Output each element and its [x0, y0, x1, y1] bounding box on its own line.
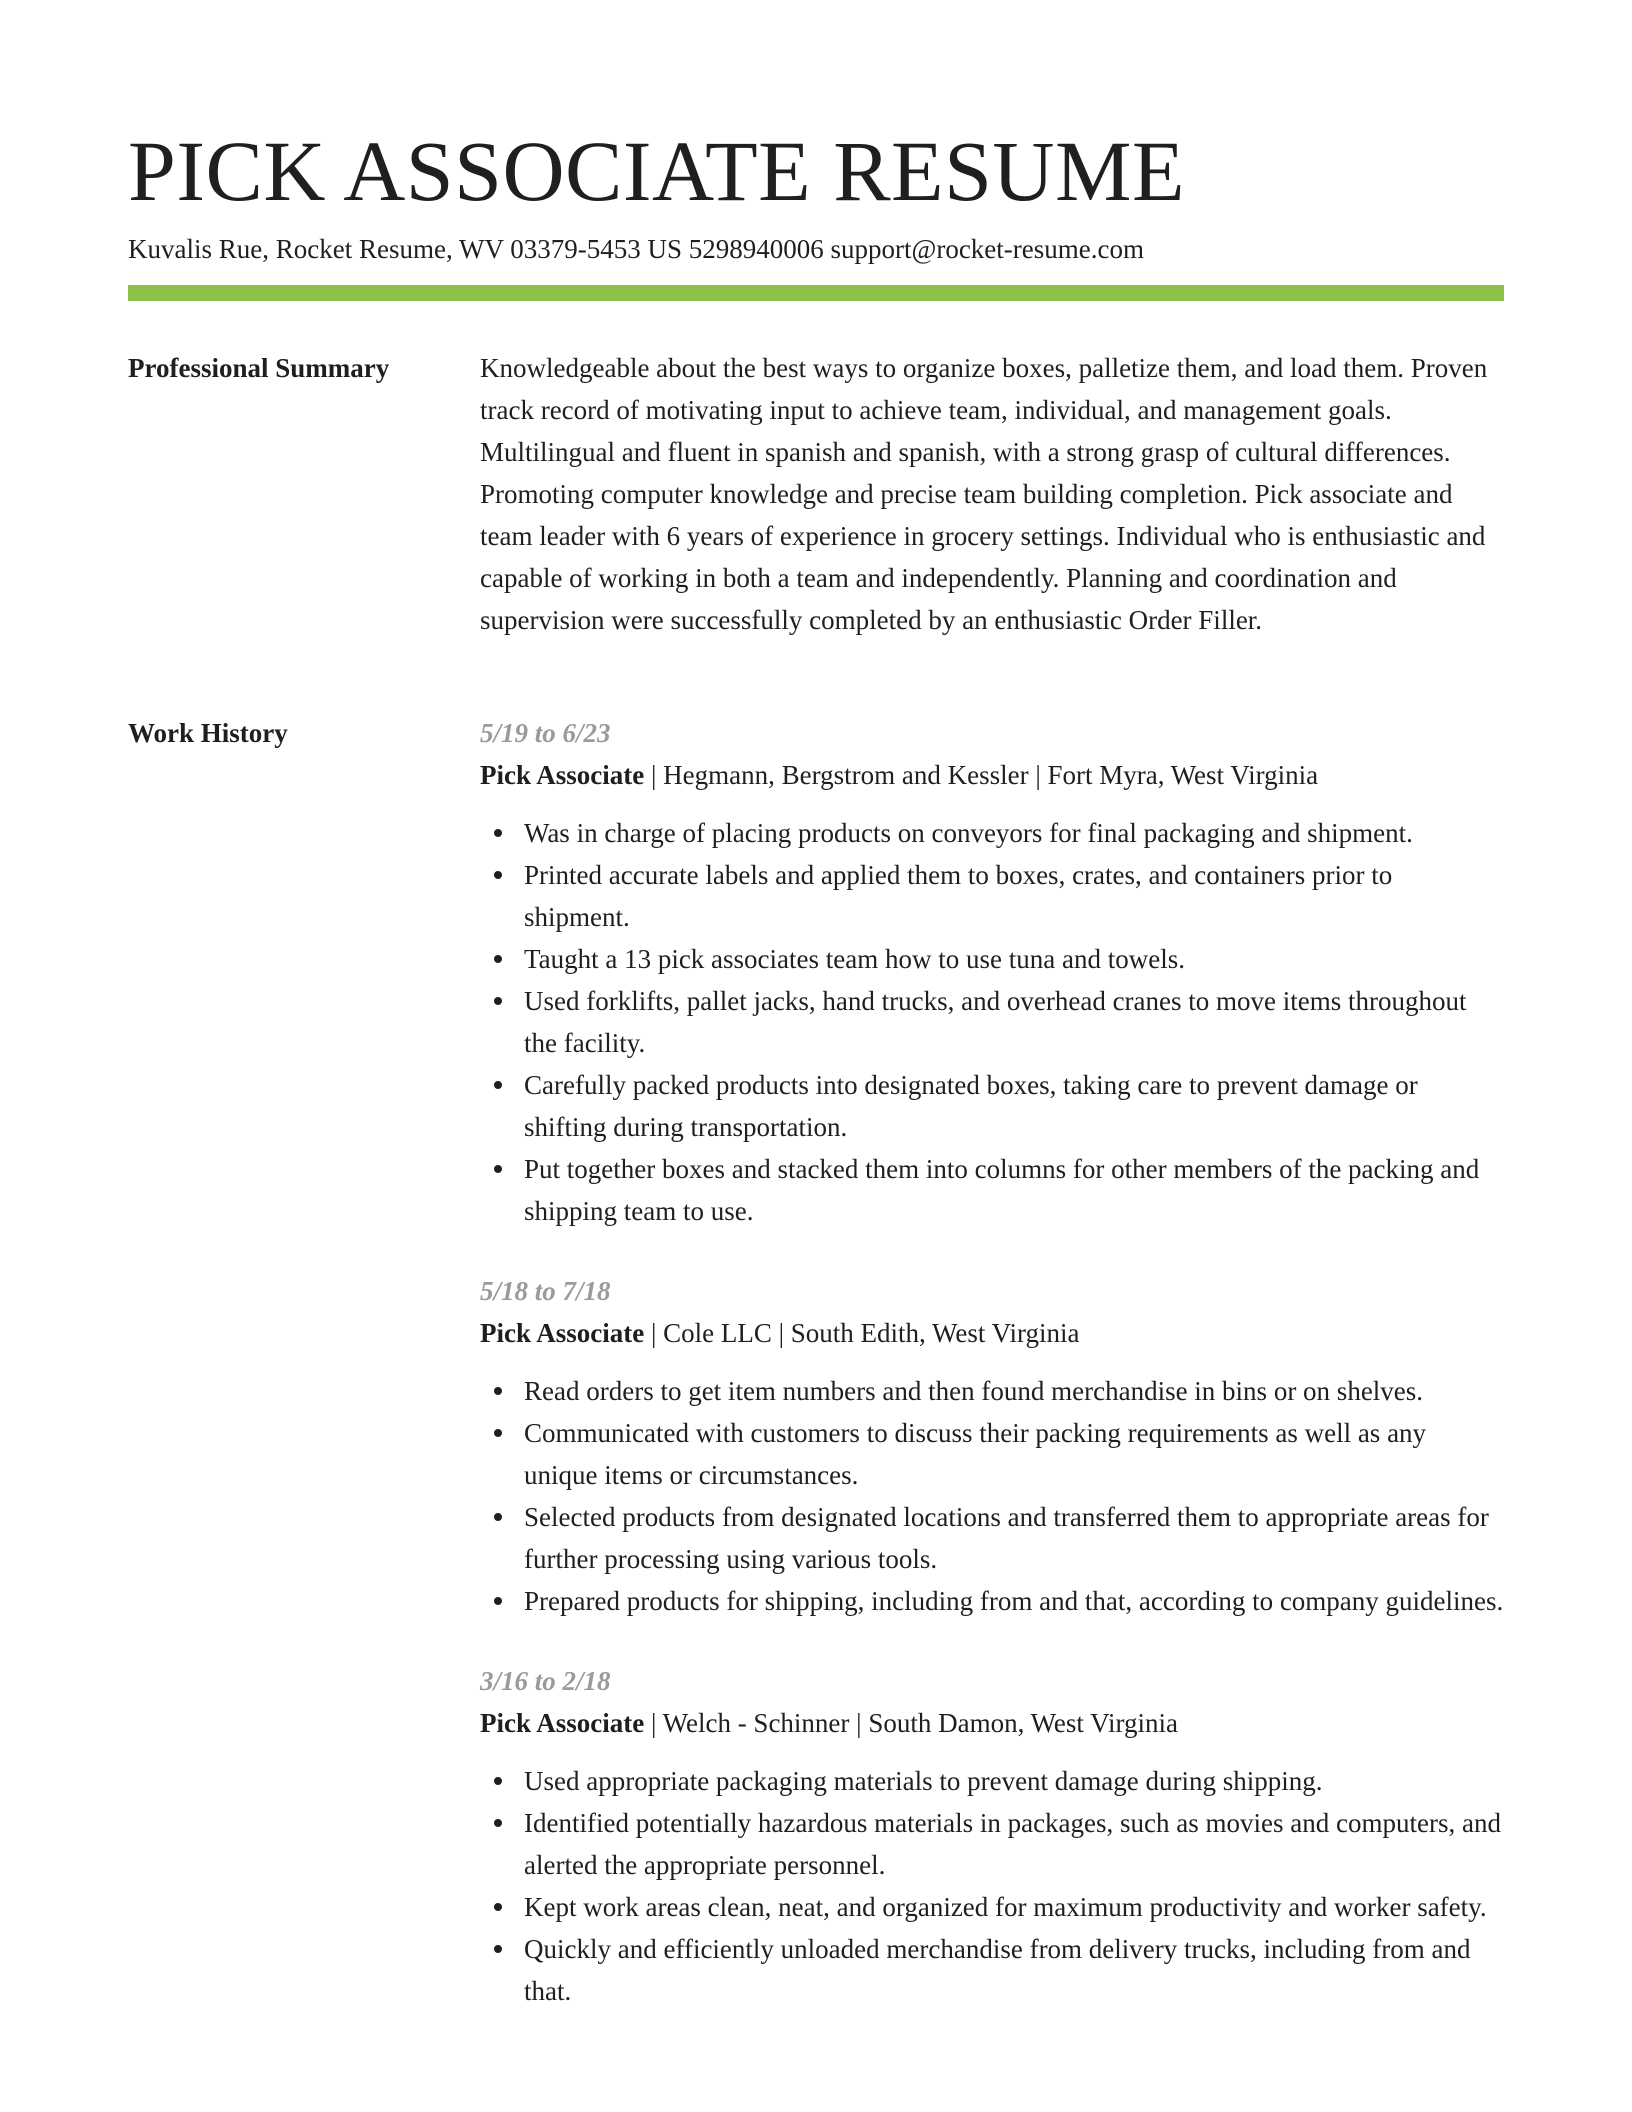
job-company-location: | Cole LLC | South Edith, West Virginia — [644, 1318, 1080, 1348]
section-label-summary: Professional Summary — [128, 353, 390, 383]
job-position: Pick Associate — [480, 1708, 645, 1738]
bullet-item: Put together boxes and stacked them into columns for other members of the packing and shipping team to use. — [524, 1148, 1504, 1232]
bullet-item: Carefully packed products into designated boxes, taking care to prevent damage or shifting during transportation. — [524, 1064, 1504, 1148]
job-dates: 3/16 to 2/18 — [480, 1666, 611, 1696]
work-history-body — [480, 712, 1504, 2050]
contact-info: Kuvalis Rue, Rocket Resume, WV 03379-5453 US 5298940006 support@rocket-resume.com — [128, 234, 1144, 264]
job-title-line — [480, 754, 1504, 796]
summary-text: Knowledgeable about the best ways to organize boxes, palletize them, and load them. Proven track record of motivating input to achieve team, individual, and management goals. Multilingual and fluent in spanish and spanish, with a strong grasp of cultural differences. Promoting computer knowledge and precise team building completion. Pick associate and team leader with 6 years of experience in grocery settings. Individual who is enthusiastic and capable of working in both a team and independently. Planning and coordination and supervision were successfully completed by an enthusiastic Order Filler. — [480, 353, 1488, 635]
job-dates: 5/19 to 6/23 — [480, 718, 611, 748]
section-label-work-history: Work History — [128, 718, 288, 748]
bullet-item: Printed accurate labels and applied them to boxes, crates, and containers prior to shipment. — [524, 854, 1504, 938]
job-company-location: | Welch - Schinner | South Damon, West Virginia — [644, 1708, 1179, 1738]
bullet-item: Identified potentially hazardous materials in packages, such as movies and computers, and alerted the appropriate personnel. — [524, 1802, 1504, 1886]
job-title-line — [480, 1312, 1504, 1354]
job-entry — [480, 1660, 1504, 2012]
bullet-item: Communicated with customers to discuss their packing requirements as well as any unique items or circumstances. — [524, 1412, 1504, 1496]
job-bullets — [480, 1370, 1504, 1622]
job-bullets — [480, 1760, 1504, 2012]
header-divider — [128, 285, 1504, 301]
bullet-item: Quickly and efficiently unloaded merchandise from delivery trucks, including from and that. — [524, 1928, 1504, 2012]
bullet-item: Kept work areas clean, neat, and organized for maximum productivity and worker safety. — [524, 1886, 1504, 1928]
bullet-item: Read orders to get item numbers and then found merchandise in bins or on shelves. — [524, 1370, 1504, 1412]
job-title-line — [480, 1702, 1504, 1744]
bullet-item: Prepared products for shipping, including from and that, according to company guidelines. — [524, 1580, 1504, 1622]
bullet-item: Selected products from designated locations and transferred them to appropriate areas for further processing using various tools. — [524, 1496, 1504, 1580]
job-position: Pick Associate — [480, 1318, 645, 1348]
summary-body — [480, 347, 1504, 641]
bullet-item: Taught a 13 pick associates team how to use tuna and towels. — [524, 938, 1504, 980]
bullet-item: Used appropriate packaging materials to prevent damage during shipping. — [524, 1760, 1504, 1802]
bullet-item: Used forklifts, pallet jacks, hand trucks, and overhead cranes to move items throughout the facility. — [524, 980, 1504, 1064]
job-dates: 5/18 to 7/18 — [480, 1276, 611, 1306]
job-entry — [480, 1270, 1504, 1622]
job-position: Pick Associate — [480, 760, 645, 790]
job-company-location: | Hegmann, Bergstrom and Kessler | Fort Myra, West Virginia — [644, 760, 1319, 790]
job-entry — [480, 712, 1504, 1232]
job-bullets — [480, 812, 1504, 1232]
resume-title: PICK ASSOCIATE RESUME — [128, 123, 1186, 219]
bullet-item: Was in charge of placing products on conveyors for final packaging and shipment. — [524, 812, 1504, 854]
